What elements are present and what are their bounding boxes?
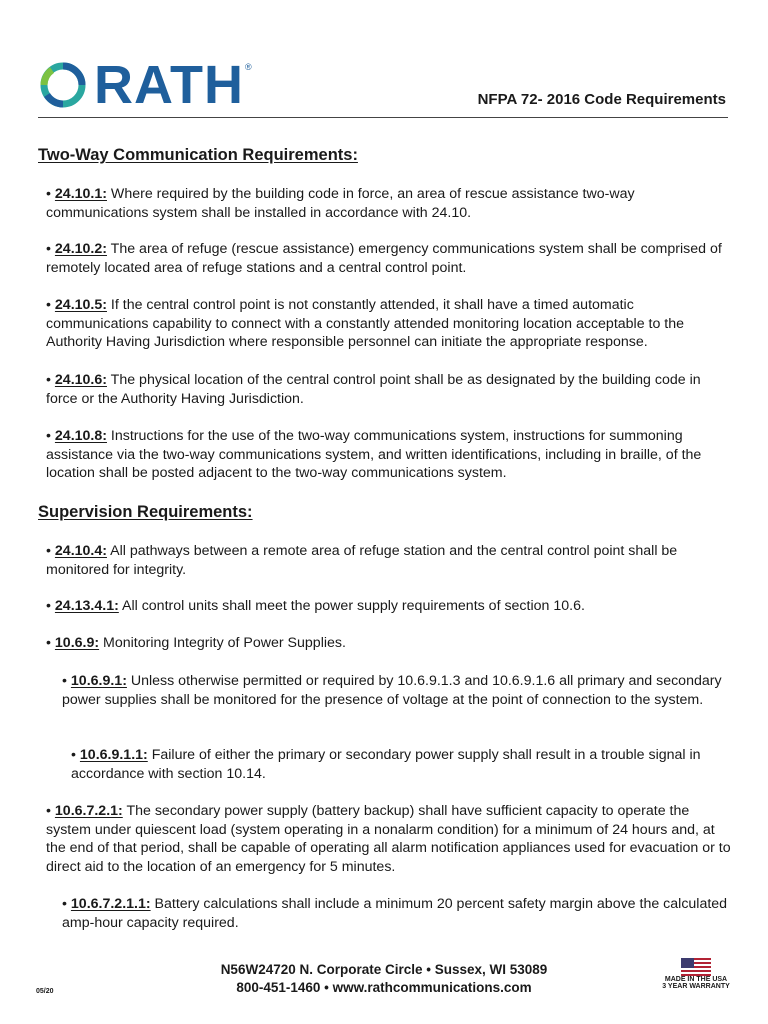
code-reference: 24.10.6: [54, 372, 107, 388]
rath-logo-icon [40, 62, 86, 108]
code-reference: 24.10.4: [54, 543, 107, 559]
code-reference: 24.13.4.1: [54, 598, 119, 614]
bullet: • [46, 803, 51, 819]
bullet: • [46, 428, 51, 444]
us-flag-icon [681, 958, 711, 976]
list-item [46, 296, 736, 352]
code-reference: 24.10.2: [54, 241, 107, 257]
code-reference: 10.6.9.1.1: [79, 747, 148, 763]
bullet: • [46, 543, 51, 559]
item-text: All pathways between a remote area of refuge station and the central control point shall be monitored for integrity. [46, 543, 678, 578]
list-item [46, 634, 736, 653]
code-reference: 10.6.9: [54, 635, 100, 651]
code-reference: 24.10.8: [54, 428, 107, 444]
list-item [62, 895, 736, 932]
item-text: Instructions for the use of the two-way communications system, instructions for summoning assistance via the two-way communications system, and written identifications, including in braille, of the location shall be posted adjacent to the two-way communications system. [46, 428, 702, 481]
item-text: All control units shall meet the power supply requirements of section 10.6. [118, 598, 585, 614]
list-item [46, 542, 736, 579]
list-item [46, 185, 736, 222]
list-item [46, 597, 736, 616]
bullet: • [46, 186, 51, 202]
item-text: Battery calculations shall include a minimum 20 percent safety margin above the calculated amp-hour capacity required. [62, 896, 728, 931]
item-text: Failure of either the primary or secondary power supply shall result in a trouble signal in accordance with section 10.14. [71, 747, 701, 782]
bullet: • [46, 372, 51, 388]
bullet: • [46, 635, 51, 651]
bullet: • [46, 241, 51, 257]
list-item [46, 371, 736, 408]
footer [0, 961, 768, 997]
item-text: The secondary power supply (battery backup) shall have sufficient capacity to operate the system under quiescent load (system operating in a nonalarm condition) for a minimum of 24 hours and, at the end of that period, shall be capable of operating all alarm notification appliances used for evacuation or to direct aid to the location of an emergency for 5 minutes. [46, 803, 731, 875]
logo-wordmark: RATH [94, 55, 244, 115]
badge-warranty: 3 YEAR WARRANTY [662, 983, 730, 990]
bullet: • [46, 297, 51, 313]
item-text: Unless otherwise permitted or required by 10.6.9.1.3 and 10.6.9.1.6 all primary and secondary power supplies shall be monitored for the presence of voltage at the point of connection to the system. [62, 673, 722, 708]
footer-address: N56W24720 N. Corporate Circle • Sussex, WI 53089 [220, 962, 548, 977]
list-item [46, 240, 736, 277]
date-code: 05/20 [36, 988, 54, 995]
logo-registered-mark: ® [244, 62, 252, 72]
bullet: • [62, 896, 67, 912]
rath-logo [40, 55, 252, 115]
badge-made-in-usa: MADE IN THE USA [664, 976, 728, 983]
code-reference: 10.6.7.2.1: [54, 803, 123, 819]
made-in-usa-badge [656, 958, 736, 990]
code-reference: 24.10.5: [54, 297, 107, 313]
section-title-two-way: Two-Way Communication Requirements: [38, 146, 358, 164]
code-reference: 24.10.1: [54, 186, 107, 202]
item-text: The area of refuge (rescue assistance) emergency communications system shall be comprised of remotely located area of refuge stations and a central control point. [46, 241, 722, 276]
list-item [62, 672, 736, 709]
footer-contact: 800-451-1460 • www.rathcommunications.com [236, 980, 532, 995]
bullet: • [71, 747, 76, 763]
code-reference: 10.6.9.1: [70, 673, 127, 689]
item-text: Monitoring Integrity of Power Supplies. [99, 635, 346, 651]
code-reference: 10.6.7.2.1.1: [70, 896, 151, 912]
item-text: If the central control point is not constantly attended, it shall have a timed automatic communications capability to connect with a constantly attended monitoring location acceptable to the Authority Having Jurisdiction where responsible personnel can initiate the appropriate response. [46, 297, 685, 350]
document-title: NFPA 72- 2016 Code Requirements [477, 91, 726, 108]
header-divider [38, 117, 728, 118]
item-text: Where required by the building code in force, an area of rescue assistance two-way communications system shall be installed in accordance with 24.10. [46, 186, 635, 221]
item-text: The physical location of the central control point shall be as designated by the building code in force or the Authority Having Jurisdiction. [46, 372, 701, 407]
list-item [46, 427, 736, 483]
bullet: • [62, 673, 67, 689]
list-item [46, 802, 736, 876]
section-title-supervision: Supervision Requirements: [38, 503, 253, 521]
bullet: • [46, 598, 51, 614]
list-item [71, 746, 741, 783]
